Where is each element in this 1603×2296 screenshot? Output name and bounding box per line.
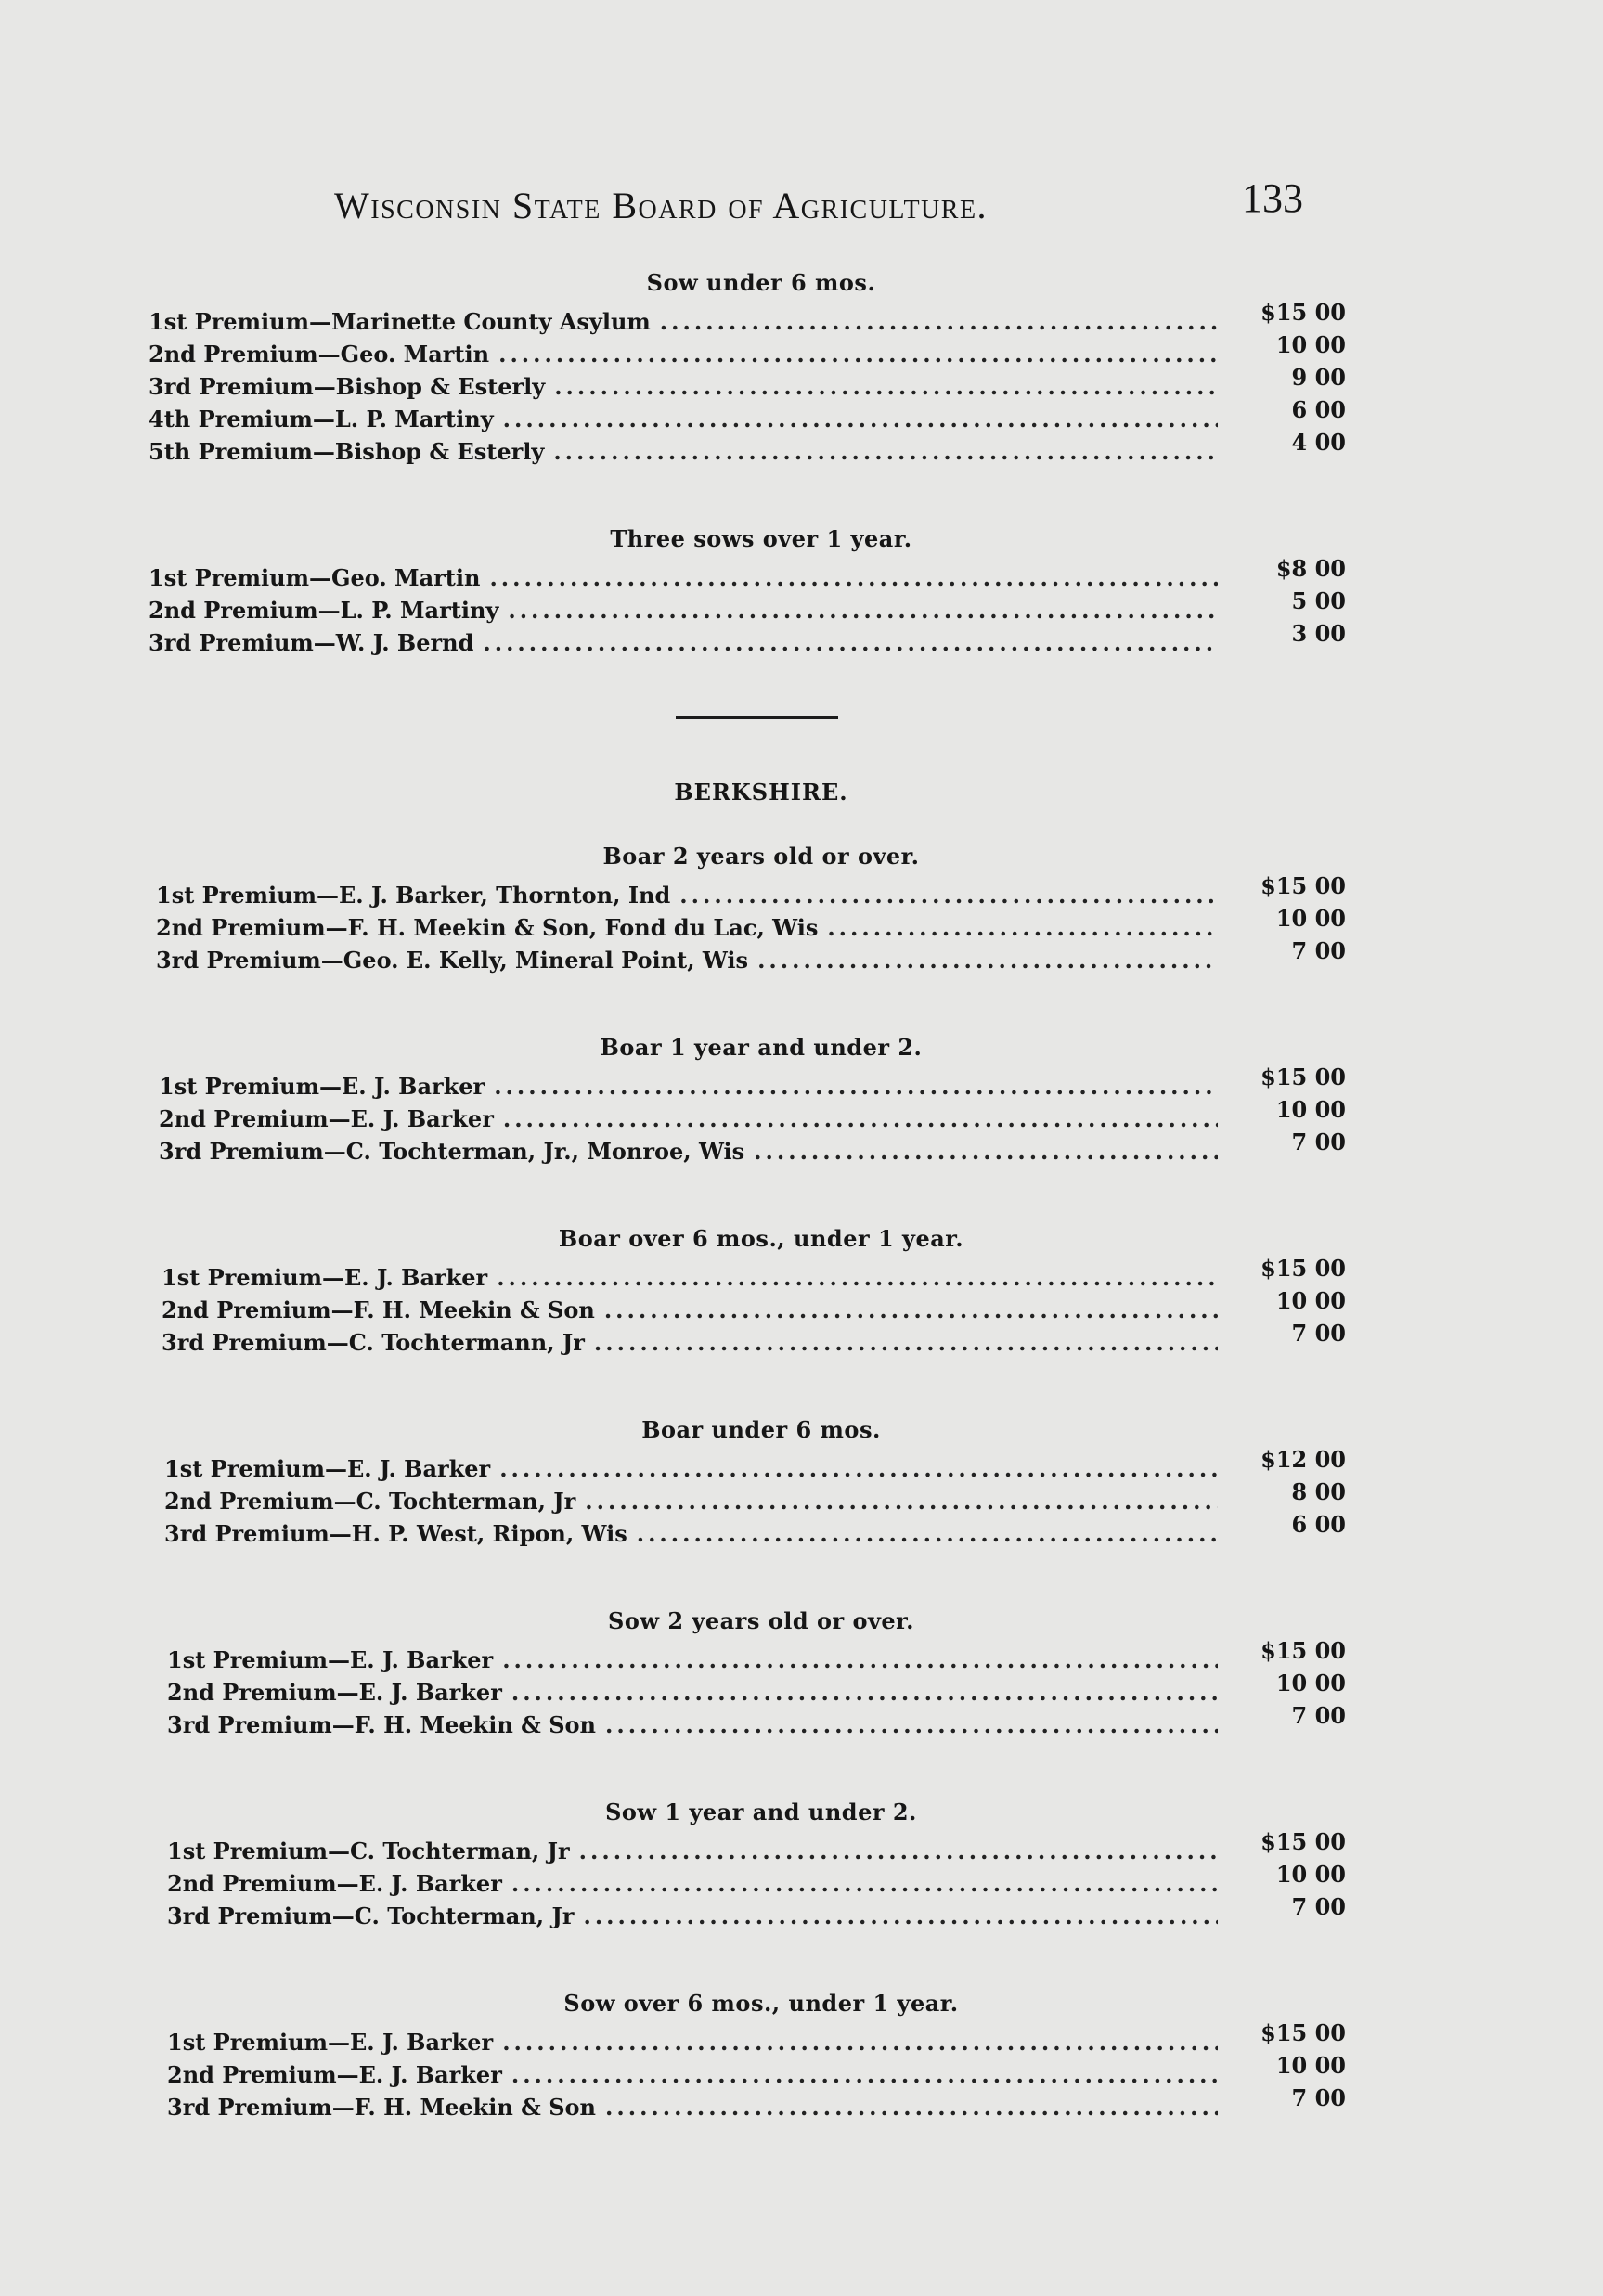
premium-row [149, 1702, 1346, 1741]
dot-leader [579, 1835, 1218, 1867]
class-section [149, 1990, 1346, 2123]
premium-amount: $15 00 [1260, 1064, 1346, 1090]
class-title: Sow over 6 mos., under 1 year. [563, 1990, 959, 2017]
dot-leader [827, 911, 1218, 944]
premium-amount: 10 00 [1275, 1861, 1346, 1888]
premium-place: 3rd Premium— [159, 1138, 346, 1165]
class-section [149, 1225, 1346, 1359]
premium-row [149, 1129, 1346, 1167]
premium-amount: 10 00 [1275, 1670, 1346, 1696]
premium-row [149, 364, 1346, 403]
premium-amount: 7 00 [1291, 1893, 1346, 1920]
premium-winner: L. P. Martiny [334, 406, 494, 432]
premium-amount: 10 00 [1275, 331, 1346, 358]
premium-amount: 5 00 [1291, 587, 1346, 614]
premium-place: 3rd Premium— [167, 1711, 355, 1738]
premium-winner: C. Tochterman, Jr [354, 1903, 575, 1929]
premium-row [149, 587, 1346, 626]
premium-row [149, 1255, 1346, 1294]
premium-amount: $15 00 [1260, 872, 1346, 899]
premium-place: 3rd Premium— [156, 947, 343, 974]
premium-amount: $15 00 [1260, 2019, 1346, 2046]
dot-leader [511, 1867, 1218, 1900]
premium-row [149, 2084, 1346, 2123]
page-number: 133 [1242, 175, 1303, 221]
premium-amount: 7 00 [1291, 1129, 1346, 1155]
class-section [149, 269, 1346, 468]
premium-place: 2nd Premium— [167, 1679, 359, 1706]
premium-place: 1st Premium— [162, 1264, 344, 1291]
premium-place: 1st Premium— [167, 1646, 350, 1673]
premium-row [149, 1287, 1346, 1326]
premium-winner: E. J. Barker [346, 1455, 491, 1482]
premium-amount: 7 00 [1291, 2084, 1346, 2111]
premium-row [149, 1893, 1346, 1932]
premium-winner: E. J. Barker [341, 1073, 485, 1100]
premium-amount: 6 00 [1291, 1511, 1346, 1538]
premium-winner: E. J. Barker, Thornton, Ind [338, 882, 671, 909]
dot-leader [583, 1900, 1218, 1932]
dot-leader [554, 370, 1218, 403]
dot-leader [489, 561, 1218, 594]
premium-amount: 4 00 [1291, 429, 1346, 456]
premium-winner: L. P. Martiny [340, 597, 499, 624]
dot-leader [511, 2058, 1218, 2091]
premium-place: 5th Premium— [149, 438, 335, 465]
premium-winner: E. J. Barker [358, 1870, 502, 1897]
premium-row [149, 2052, 1346, 2091]
premium-winner: Geo. Martin [330, 564, 481, 591]
premium-amount: 10 00 [1275, 1287, 1346, 1314]
page-header [0, 174, 1603, 230]
premium-place: 2nd Premium— [149, 341, 341, 368]
dot-leader [594, 1326, 1218, 1359]
premium-place: 1st Premium— [149, 308, 331, 335]
premium-row [149, 620, 1346, 659]
premium-place: 1st Premium— [167, 2029, 350, 2056]
premium-amount: $8 00 [1275, 555, 1346, 582]
class-section [149, 525, 1346, 659]
dot-leader [604, 1294, 1218, 1326]
premium-winner: Bishop & Esterly [334, 438, 545, 465]
premium-amount: 10 00 [1275, 1096, 1346, 1123]
premium-amount: 3 00 [1291, 620, 1346, 647]
premium-row [149, 429, 1346, 468]
premium-amount: 7 00 [1291, 1320, 1346, 1347]
premium-winner: F. H. Meekin & Son [354, 1711, 596, 1738]
premium-amount: 10 00 [1275, 905, 1346, 932]
dot-leader [757, 944, 1218, 976]
running-head: Wisconsin State Board of Agriculture. [334, 185, 989, 226]
premium-amount: 9 00 [1291, 364, 1346, 391]
premium-place: 4th Premium— [149, 406, 335, 432]
dot-leader [511, 1676, 1218, 1709]
premium-row [149, 2019, 1346, 2058]
class-title: Sow 1 year and under 2. [605, 1799, 917, 1825]
premium-winner: E. J. Barker [349, 1646, 494, 1673]
premium-winner: E. J. Barker [350, 1105, 494, 1132]
premium-row [149, 1637, 1346, 1676]
premium-winner: E. J. Barker [349, 2029, 494, 2056]
premium-row [149, 1320, 1346, 1359]
premium-winner: E. J. Barker [343, 1264, 488, 1291]
premium-place: 1st Premium— [164, 1455, 347, 1482]
dot-leader [679, 879, 1218, 911]
dot-leader [498, 338, 1218, 370]
class-section [149, 1416, 1346, 1550]
premium-list [149, 269, 1346, 2181]
dot-leader [754, 1135, 1218, 1167]
premium-place: 3rd Premium— [167, 1903, 355, 1929]
premium-row [149, 1828, 1346, 1867]
premium-winner: F. H. Meekin & Son [353, 1296, 595, 1323]
premium-row [149, 1446, 1346, 1485]
premium-row [149, 396, 1346, 435]
premium-row [149, 1096, 1346, 1135]
premium-winner: C. Tochtermann, Jr [348, 1329, 585, 1356]
premium-winner: Bishop & Esterly [335, 373, 546, 400]
premium-winner: C. Tochterman, Jr [349, 1838, 570, 1864]
premium-place: 1st Premium— [167, 1838, 350, 1864]
premium-place: 1st Premium— [156, 882, 339, 909]
dot-leader [503, 403, 1218, 435]
premium-place: 2nd Premium— [162, 1296, 354, 1323]
premium-winner: Geo. E. Kelly, Mineral Point, Wis [343, 947, 749, 974]
premium-place: 3rd Premium— [167, 2094, 355, 2121]
dot-leader [637, 1517, 1218, 1550]
dot-leader [503, 1103, 1218, 1135]
premium-winner: E. J. Barker [358, 2061, 502, 2088]
dot-leader [502, 2026, 1218, 2058]
class-section [149, 1607, 1346, 1741]
premium-place: 3rd Premium— [149, 373, 336, 400]
class-title: Three sows over 1 year. [610, 525, 912, 552]
premium-place: 2nd Premium— [164, 1488, 356, 1515]
dot-leader [660, 305, 1218, 338]
premium-place: 3rd Premium— [149, 629, 336, 656]
class-section [149, 1799, 1346, 1932]
dot-leader [497, 1261, 1218, 1294]
premium-place: 2nd Premium— [159, 1105, 351, 1132]
class-title: Boar over 6 mos., under 1 year. [558, 1225, 964, 1252]
class-title: Boar under 6 mos. [641, 1416, 881, 1443]
dot-leader [605, 1709, 1218, 1741]
dot-leader [605, 2091, 1218, 2123]
premium-row [149, 905, 1346, 944]
dot-leader [494, 1070, 1218, 1103]
class-title: Boar 1 year and under 2. [600, 1034, 923, 1061]
premium-winner: H. P. West, Ripon, Wis [351, 1520, 627, 1547]
premium-row [149, 331, 1346, 370]
premium-place: 3rd Premium— [162, 1329, 349, 1356]
premium-amount: $15 00 [1260, 1637, 1346, 1664]
premium-row [149, 1511, 1346, 1550]
premium-amount: $15 00 [1260, 299, 1346, 326]
premium-amount: 8 00 [1291, 1478, 1346, 1505]
premium-place: 2nd Premium— [156, 914, 348, 941]
premium-row [149, 1478, 1346, 1517]
breed-heading: BERKSHIRE. [674, 779, 848, 806]
premium-winner: C. Tochterman, Jr., Monroe, Wis [345, 1138, 745, 1165]
dot-leader [553, 435, 1218, 468]
premium-amount: 10 00 [1275, 2052, 1346, 2079]
premium-winner: F. H. Meekin & Son, Fond du Lac, Wis [347, 914, 819, 941]
premium-row [149, 872, 1346, 911]
premium-amount: $12 00 [1260, 1446, 1346, 1473]
section-divider [676, 716, 838, 719]
premium-amount: 6 00 [1291, 396, 1346, 423]
premium-place: 2nd Premium— [149, 597, 341, 624]
premium-place: 1st Premium— [159, 1073, 342, 1100]
premium-row [149, 1861, 1346, 1900]
premium-winner: Geo. Martin [340, 341, 490, 368]
dot-leader [483, 626, 1218, 659]
premium-amount: 7 00 [1291, 937, 1346, 964]
dot-leader [499, 1452, 1218, 1485]
class-title: Boar 2 years old or over. [602, 843, 920, 870]
premium-amount: 7 00 [1291, 1702, 1346, 1729]
premium-row [149, 555, 1346, 594]
premium-amount: $15 00 [1260, 1828, 1346, 1855]
dot-leader [585, 1485, 1218, 1517]
premium-row [149, 937, 1346, 976]
premium-place: 1st Premium— [149, 564, 331, 591]
dot-leader [508, 594, 1218, 626]
premium-amount: $15 00 [1260, 1255, 1346, 1282]
premium-winner: C. Tochterman, Jr [356, 1488, 576, 1515]
premium-row [149, 1064, 1346, 1103]
premium-winner: Marinette County Asylum [330, 308, 651, 335]
class-section [149, 1034, 1346, 1167]
premium-place: 2nd Premium— [167, 1870, 359, 1897]
premium-winner: W. J. Bernd [335, 629, 474, 656]
premium-place: 2nd Premium— [167, 2061, 359, 2088]
class-section [149, 843, 1346, 976]
dot-leader [502, 1644, 1218, 1676]
premium-place: 3rd Premium— [164, 1520, 352, 1547]
class-title: Sow under 6 mos. [646, 269, 876, 296]
premium-row [149, 1670, 1346, 1709]
class-title: Sow 2 years old or over. [608, 1607, 914, 1634]
premium-row [149, 299, 1346, 338]
premium-winner: F. H. Meekin & Son [354, 2094, 596, 2121]
premium-winner: E. J. Barker [358, 1679, 502, 1706]
